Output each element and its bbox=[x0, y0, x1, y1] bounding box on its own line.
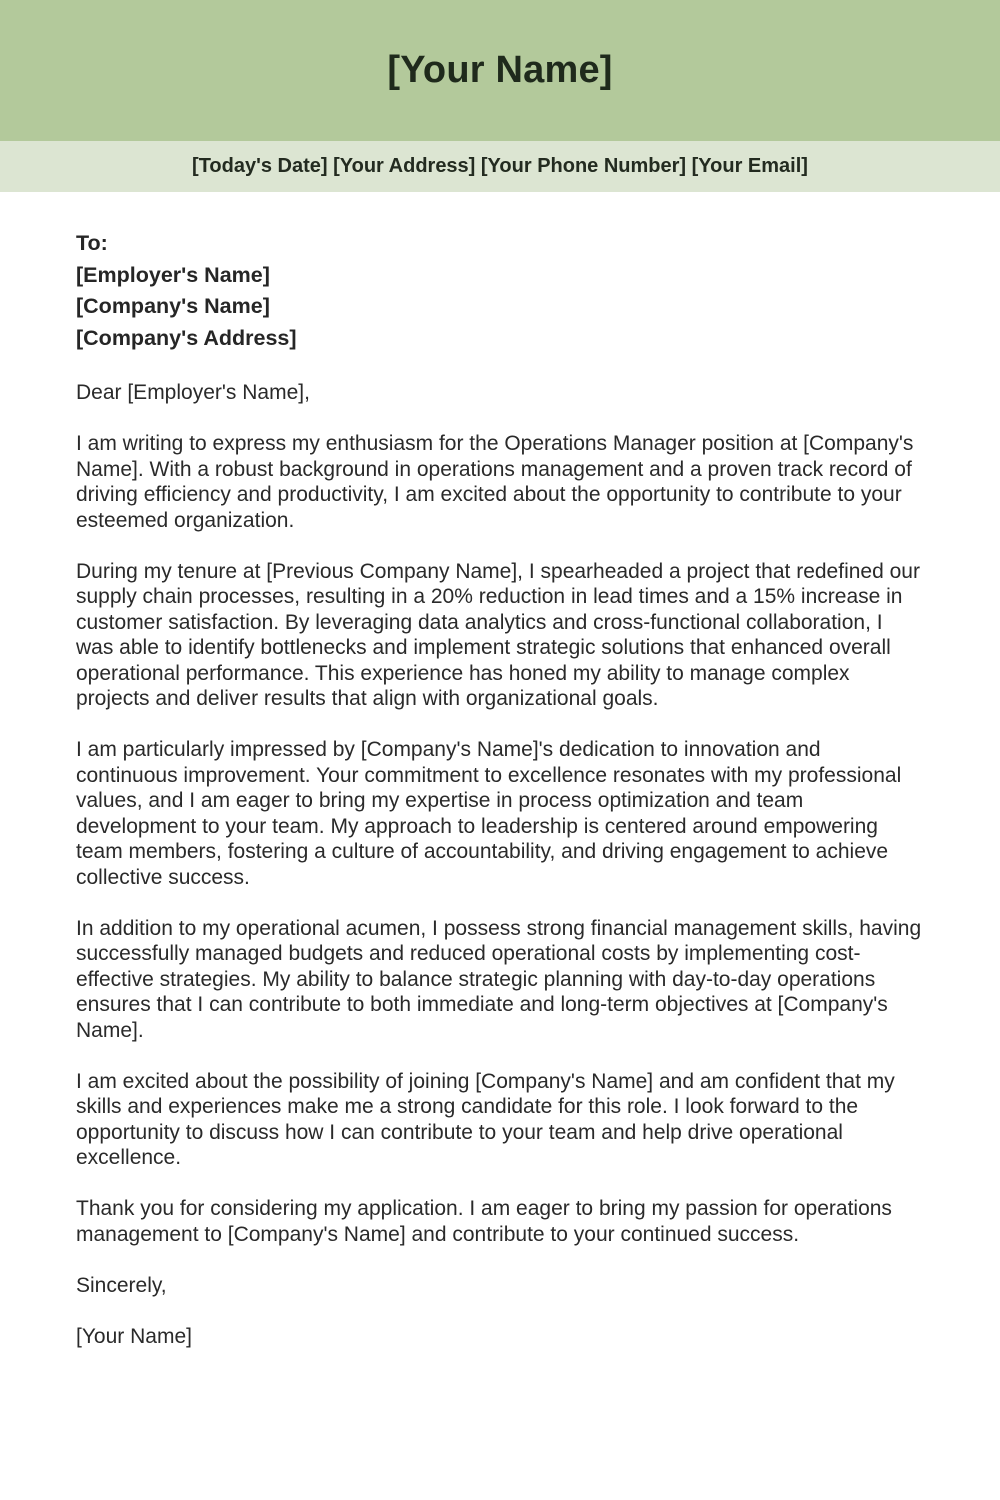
paragraph-intro: I am writing to express my enthusiasm for the Operations Manager position at [Company's Name]. With a robust background in operations management and a proven track record of driving efficiency and productivity, I am excited about the opportunity to contribute to your esteemed organization. bbox=[76, 432, 914, 532]
paragraph-company-fit: I am particularly impressed by [Company's Name]'s dedication to innovation and continuous improvement. Your commitment to excellence resonates with my professional values, and I am eager to bring my expertise in process optimization and team development to your team. My approach to leadership is centered around empowering team members, fostering a culture of accountability, and driving engagement to achieve collective success. bbox=[76, 738, 902, 889]
paragraph-thanks: Thank you for considering my application. I am eager to bring my passion for operations management to [Company's Name] and contribute to your continued success. bbox=[76, 1197, 892, 1246]
recipient-block bbox=[76, 228, 924, 354]
paragraph-experience: During my tenure at [Previous Company Name], I spearheaded a project that redefined our supply chain processes, resulting in a 20% reduction in lead times and a 15% increase in customer satisfaction. By leveraging data analytics and cross-functional collaboration, I was able to identify bottlenecks and implement strategic solutions that enhanced overall operational performance. This experience has honed my ability to manage complex projects and deliver results that align with organizational goals. bbox=[76, 559, 920, 710]
recipient-company-address: [Company's Address] bbox=[76, 325, 297, 350]
recipient-label: To: bbox=[76, 231, 108, 255]
letter-body bbox=[0, 192, 1000, 1349]
closing: Sincerely, bbox=[76, 1273, 167, 1297]
recipient-company-name: [Company's Name] bbox=[76, 294, 270, 318]
name-header bbox=[0, 0, 1000, 141]
recipient-employer-name: [Employer's Name] bbox=[76, 262, 270, 287]
paragraph-interest: I am excited about the possibility of joining [Company's Name] and am confident that my skills and experiences make me a strong candidate for this role. I look forward to the opportunity to discuss how I can contribute to your team and help drive operational excellence. bbox=[76, 1069, 895, 1169]
paragraph-financial-skills: In addition to my operational acumen, I possess strong financial management skills, having successfully managed budgets and reduced operational costs by implementing cost-effective strategies. My ability to balance strategic planning with day-to-day operations ensures that I can contribute to both immediate and long-term objectives at [Company's Name]. bbox=[76, 916, 922, 1042]
applicant-name: [Your Name] bbox=[387, 49, 613, 91]
signature: [Your Name] bbox=[76, 1324, 192, 1348]
salutation: Dear [Employer's Name], bbox=[76, 381, 310, 404]
contact-info: [Today's Date] [Your Address] [Your Phone Number] [Your Email] bbox=[192, 155, 808, 177]
contact-bar bbox=[0, 141, 1000, 192]
